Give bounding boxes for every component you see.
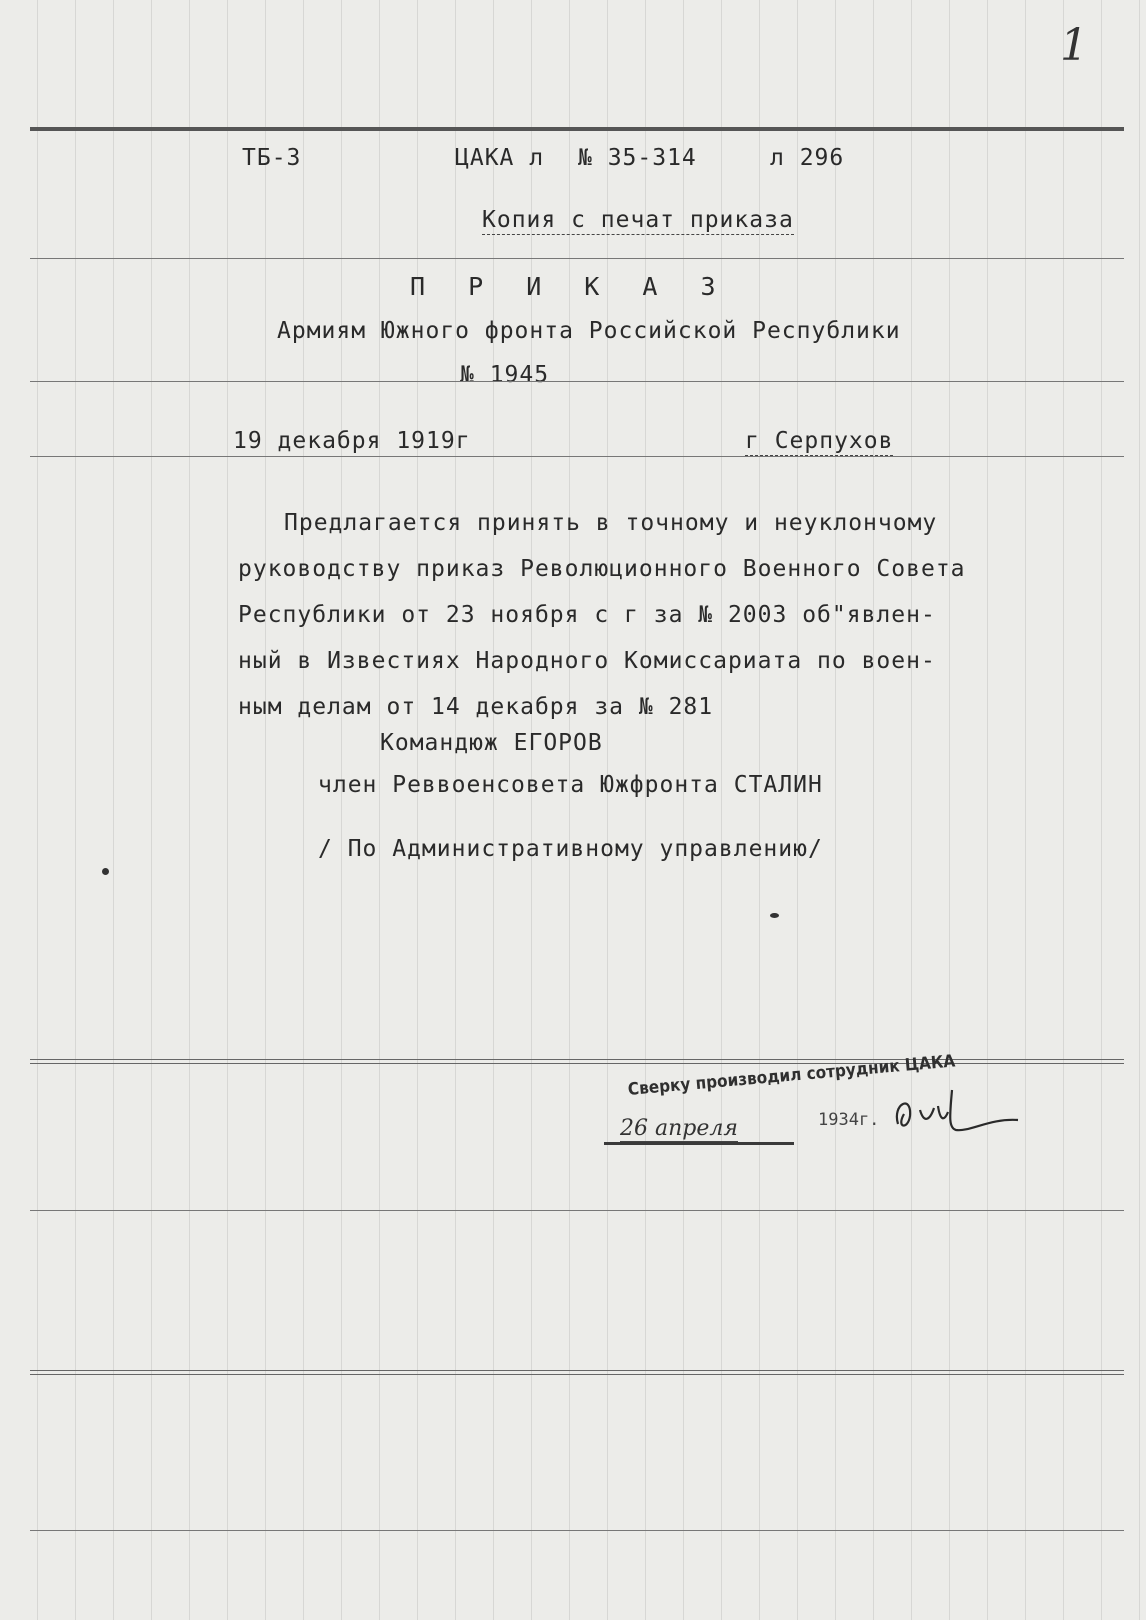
handwritten-signature	[890, 1084, 1020, 1144]
ink-spot	[102, 868, 109, 875]
order-number: № 1945	[460, 362, 550, 388]
stamp-year: 1934г.	[818, 1110, 880, 1130]
line-rule	[30, 1530, 1124, 1531]
order-title: П Р И К А З	[410, 272, 730, 301]
signature-commander: Командюж ЕГОРОВ	[380, 730, 603, 756]
body-line: Предлагается принять в точному и неуклончому	[284, 510, 938, 536]
order-body	[238, 500, 1088, 730]
signature-member: член Реввоенсовета Южфронта СТАЛИН	[318, 772, 823, 798]
header-sheet: л 296	[770, 145, 845, 171]
stamp-date-handwritten: 26 апреля	[620, 1116, 738, 1141]
line-rule	[30, 456, 1124, 457]
header-archive: ЦАКА л	[455, 145, 545, 171]
signature-department: / По Административному управлению/	[318, 836, 823, 862]
separator-rule	[30, 1370, 1124, 1371]
body-line: руководству приказ Революционного Военного Совета	[238, 556, 966, 582]
copy-note: Копия с печат приказа	[482, 207, 794, 233]
stamp-underline	[604, 1142, 794, 1145]
line-rule	[30, 258, 1124, 259]
top-rule	[30, 127, 1124, 131]
body-line: ным делам от 14 декабря за № 281	[238, 694, 714, 720]
ink-spot	[770, 913, 779, 918]
order-subtitle: Армиям Южного фронта Российской Республики	[277, 318, 901, 344]
separator-rule	[30, 1059, 1124, 1060]
header-number: № 35-314	[578, 145, 697, 171]
body-line: ный в Известиях Народного Комиссариата по воен-	[238, 648, 936, 674]
verification-stamp	[600, 1051, 1020, 1168]
order-date: 19 декабря 1919г	[233, 428, 471, 454]
header-series: ТБ-3	[242, 145, 302, 171]
stamp-text: Сверку производил сотрудник ЦАКА	[627, 1051, 957, 1100]
page-number-mark: 1	[1060, 20, 1088, 71]
order-place: г Серпухов	[745, 428, 894, 454]
line-rule	[30, 1210, 1124, 1211]
body-line: Республики от 23 ноября с г за № 2003 об"явлен-	[238, 602, 936, 628]
line-rule	[30, 381, 1124, 382]
